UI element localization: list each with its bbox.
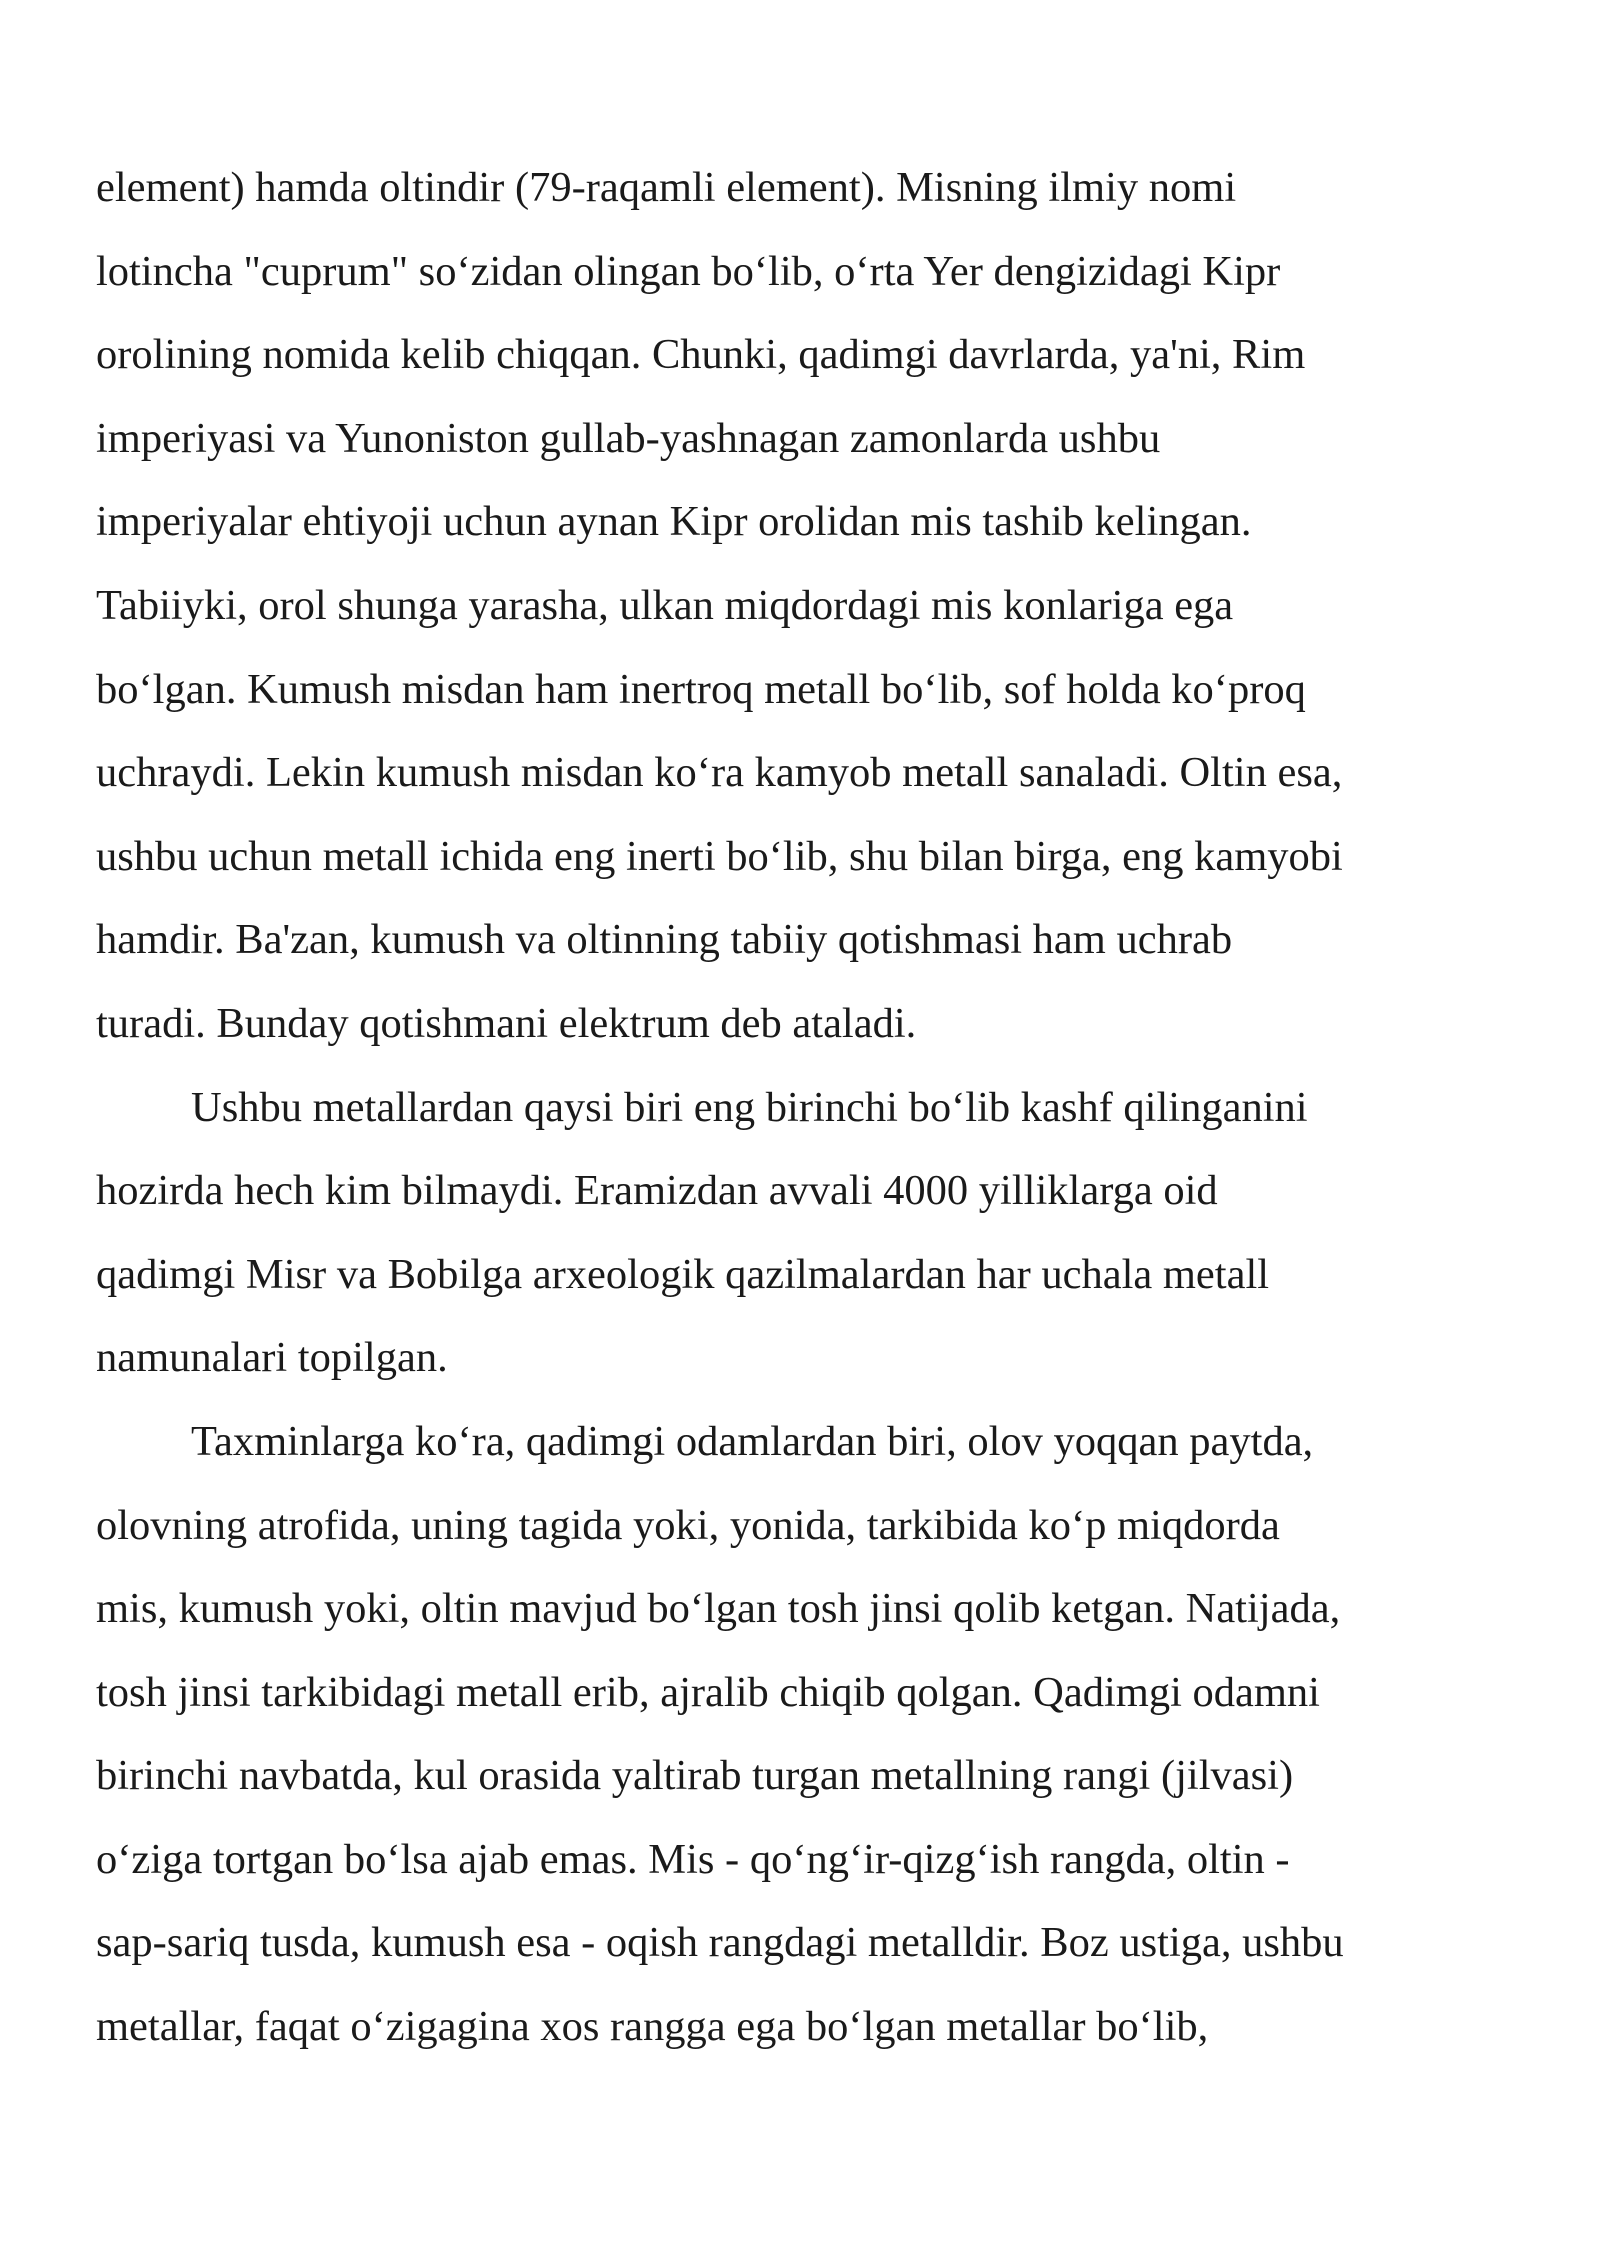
text-line: metallar, faqat o‘zigagina xos rangga ega bo‘lgan metallar bo‘lib, — [96, 2003, 1209, 2051]
paragraph-2 — [96, 1066, 1526, 1400]
text-line: lotincha "cuprum" so‘zidan olingan bo‘lib, o‘rta Yer dengizidagi Kipr — [96, 247, 1281, 295]
text-line: bo‘lgan. Kumush misdan ham inertroq metall bo‘lib, sof holda ko‘proq — [96, 665, 1306, 713]
text-line: mis, kumush yoki, oltin mavjud bo‘lgan tosh jinsi qolib ketgan. Natijada, — [96, 1585, 1341, 1633]
text-line: element) hamda oltindir (79-raqamli element). Misning ilmiy nomi — [96, 164, 1237, 211]
text-line: sap-sariq tusda, kumush esa - oqish rangdagi metalldir. Boz ustiga, ushbu — [96, 1919, 1344, 1967]
text-line: ushbu uchun metall ichida eng inerti bo‘lib, shu bilan birga, eng kamyobi — [96, 832, 1343, 880]
text-line: tosh jinsi tarkibidagi metall erib, ajralib chiqib qolgan. Qadimgi odamni — [96, 1668, 1320, 1716]
text-line-indented: Ushbu metallardan qaysi biri eng birinchi bo‘lib kashf qilinganini — [191, 1083, 1308, 1131]
text-line: o‘ziga tortgan bo‘lsa ajab emas. Mis - qo‘ng‘ir-qizg‘ish rangda, oltin - — [96, 1835, 1290, 1883]
text-line: hamdir. Ba'zan, kumush va oltinning tabiiy qotishmasi ham uchrab — [96, 916, 1233, 964]
text-line: turadi. Bunday qotishmani elektrum deb ataladi. — [96, 999, 917, 1047]
text-line: namunalari topilgan. — [96, 1334, 448, 1382]
text-line: qadimgi Misr va Bobilga arxeologik qazilmalardan har uchala metall — [96, 1250, 1270, 1298]
text-line: Tabiiyki, orol shunga yarasha, ulkan miqdordagi mis konlariga ega — [96, 581, 1234, 629]
text-line: uchraydi. Lekin kumush misdan ko‘ra kamyob metall sanaladi. Oltin esa, — [96, 749, 1343, 797]
text-line: hozirda hech kim bilmaydi. Eramizdan avvali 4000 yilliklarga oid — [96, 1167, 1218, 1215]
text-line: orolining nomida kelib chiqqan. Chunki, qadimgi davrlarda, ya'ni, Rim — [96, 331, 1306, 379]
paragraph-1 — [96, 146, 1526, 1066]
text-line: olovning atrofida, uning tagida yoki, yonida, tarkibida ko‘p miqdorda — [96, 1501, 1280, 1549]
text-line: birinchi navbatda, kul orasida yaltirab turgan metallning rangi (jilvasi) — [96, 1752, 1294, 1800]
paragraph-3 — [96, 1400, 1526, 2069]
text-line-indented: Taxminlarga ko‘ra, qadimgi odamlardan biri, olov yoqqan paytda, — [191, 1417, 1314, 1465]
text-line: imperiyasi va Yunoniston gullab-yashnagan zamonlarda ushbu — [96, 414, 1161, 462]
document-page — [96, 146, 1526, 2069]
text-line: imperiyalar ehtiyoji uchun aynan Kipr orolidan mis tashib kelingan. — [96, 498, 1252, 546]
